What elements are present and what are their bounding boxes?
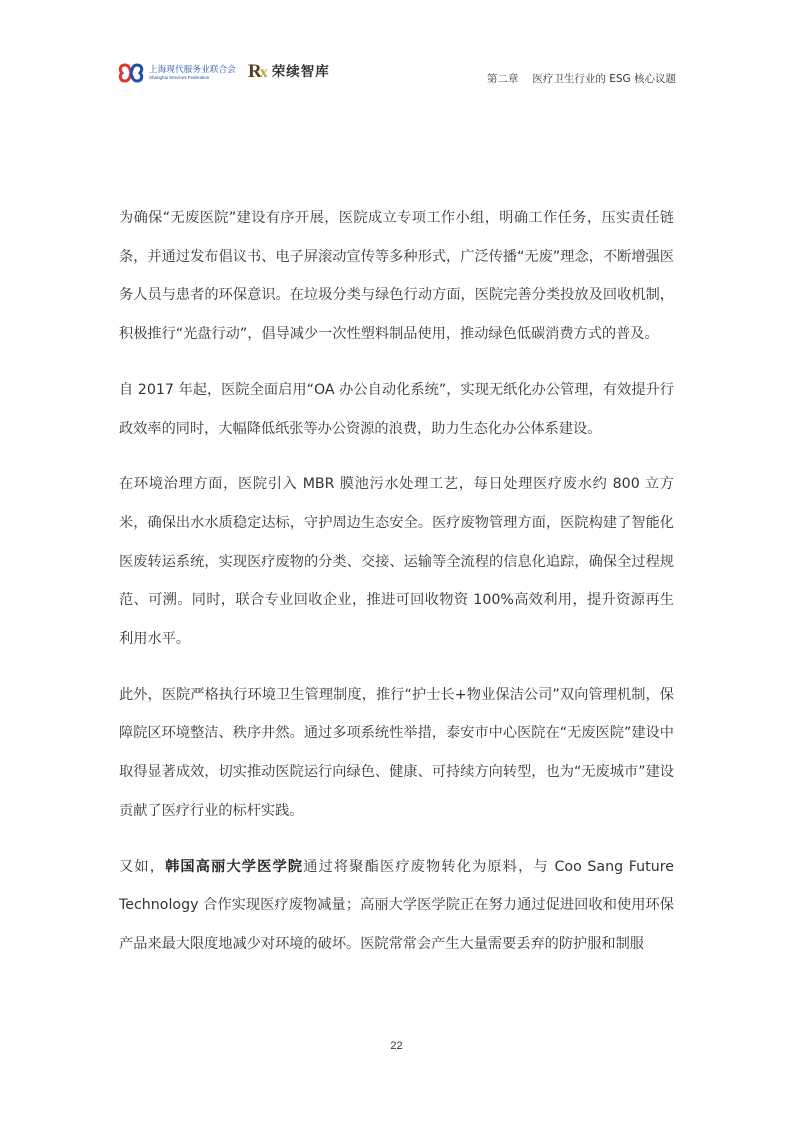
- federation-emblem-icon: [118, 62, 144, 84]
- page-header: [0, 0, 793, 100]
- think-tank-name: 荣续智库: [271, 64, 330, 80]
- rongxu-think-tank-logo: [248, 59, 330, 85]
- paragraph: 为确保“无废医院”建设有序开展，医院成立专项工作小组，明确工作任务，压实责任链条，并通过发布倡议书、电子屏滚动宣传等多种形式，广泛传播“无废”理念，不断增强医务人员与患者的环保意识。在垃圾分类与绿色行动方面，医院完善分类投放及回收机制，积极推行“光盘行动”，倡导减少一次性塑料制品使用，推动绿色低碳消费方式的普及。: [119, 210, 674, 343]
- paragraph: 此外，医院严格执行环境卫生管理制度，推行“护士长+物业保洁公司”双向管理机制，保障院区环境整洁、秩序井然。通过多项系统性举措，泰安市中心医院在“无废医院”建设中取得显著成效，切实推动医院运行向绿色、健康、可持续方向转型，也为“无废城市”建设贡献了医疗行业的标杆实践。: [119, 686, 674, 819]
- chapter-label: 第二章: [486, 73, 519, 85]
- paragraph: 在环境治理方面，医院引入 MBR 膜池污水处理工艺，每日处理医疗废水约 800 立方米，确保出水水质稳定达标，守护周边生态安全。医疗废物管理方面，医院构建了智能化医废转运系统，实现医疗废物的分类、交接、运输等全流程的信息化追踪，确保全过程规范、可溯。同时，联合专业回收企业，推进可回收物资 100%高效利用，提升资源再生利用水平。: [119, 476, 674, 648]
- chapter-title: 医疗卫生行业的 ESG 核心议题: [532, 73, 676, 85]
- body-text: [119, 199, 674, 981]
- paragraph: 自 2017 年起，医院全面启用“OA 办公自动化系统”，实现无纸化办公管理，有效提升行政效率的同时，大幅降低纸张等办公资源的浪费，助力生态化办公体系建设。: [119, 381, 674, 437]
- korea-university-medicine-highlight: 韩国高丽大学医学院: [165, 858, 304, 875]
- paragraph: [119, 848, 674, 964]
- shanghai-services-federation-logo: [118, 59, 236, 87]
- federation-name-en: Shanghai Services Federation: [149, 75, 210, 80]
- paragraph-lead: 又如，: [119, 858, 166, 875]
- federation-name: [149, 65, 236, 81]
- page-number: 22: [390, 1040, 403, 1052]
- chapter-heading: [487, 71, 676, 86]
- rx-logo-mark: Rx: [248, 60, 266, 82]
- paragraph-rest: 通过将聚酯医疗废物转化为原料，与 Coo Sang Future Technology 合作实现医疗废物减量；高丽大学医学院正在努力通过促进回收和使用环保产品来最大限度地减少对环境的破坏。医院常常会产生大量需要丢弃的防护服和制服: [119, 858, 674, 952]
- federation-name-cn: 上海现代服务业联合会: [149, 65, 237, 75]
